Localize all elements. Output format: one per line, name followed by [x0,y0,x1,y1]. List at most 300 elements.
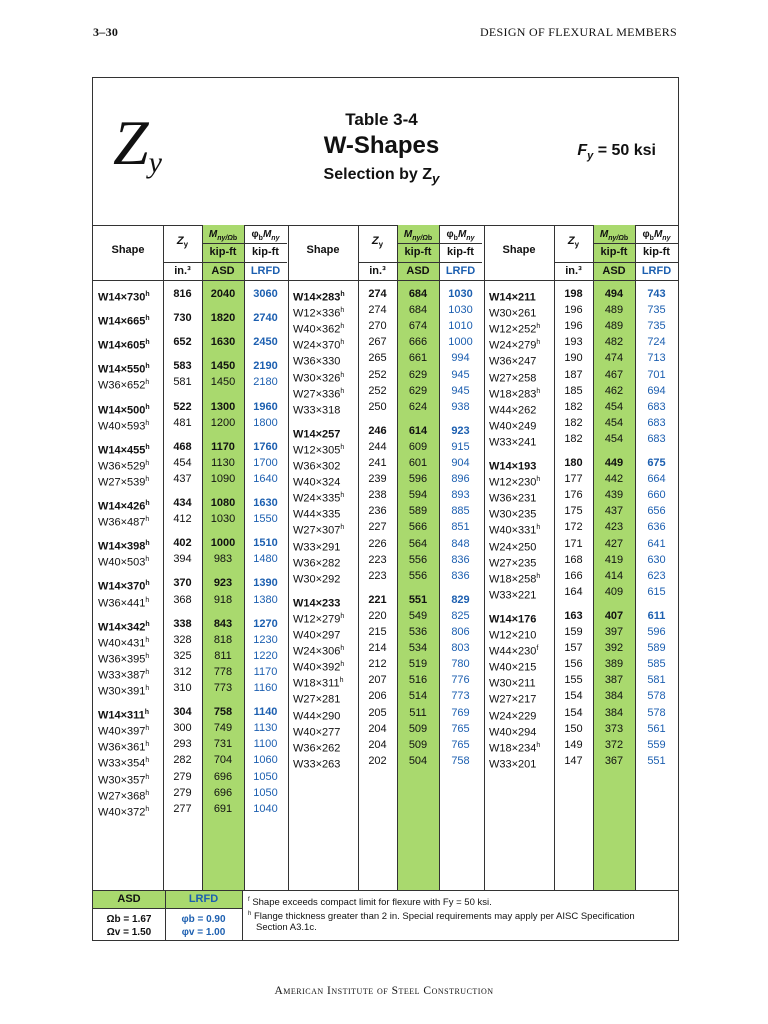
header-asd-units: kip-ft [600,246,628,258]
row-asd: 442 [604,473,624,486]
row-asd: 389 [604,658,624,671]
row-shape: W30×235 [489,508,537,521]
omega-b: Ωb = 1.67 [106,914,152,925]
row-shape: W27×281 [293,694,341,707]
group-divider [288,225,289,890]
header-zy-units: in.³ [174,265,191,277]
row-zy: 185 [564,384,583,397]
row-asd: 696 [213,786,233,799]
row-zy: 182 [564,432,583,445]
row-asd: 474 [604,352,624,365]
phi-v: φv = 1.00 [181,927,226,938]
row-asd: 1300 [210,400,236,413]
row-asd: 601 [408,457,428,469]
row-asd: 367 [604,754,624,767]
row-asd: 556 [408,569,428,582]
row-zy: 816 [173,288,192,300]
row-asd: 1200 [210,416,236,429]
row-shape: $W40\times 593^h$ [98,419,150,433]
row-lrfd: 923 [451,424,470,437]
row-lrfd: 2190 [253,360,278,373]
row-lrfd: 660 [647,489,666,502]
row-shape: W33×221 [489,589,537,602]
row-lrfd: 769 [451,706,470,719]
row-shape: $W44\times 230^f$ [489,645,539,658]
row-shape: $W40\times 331^h$ [489,524,541,538]
header-zy-units: in.³ [565,265,582,277]
row-shape: $W12\times 230^h$ [489,476,541,489]
row-zy: 368 [173,593,192,606]
row-shape: $W24\times 335^h$ [293,492,345,505]
row-asd: 629 [408,368,428,381]
header-lrfd-units: kip-ft [643,246,670,258]
row-shape: $W40\times 362^h$ [293,323,345,336]
row-lrfd: 848 [451,537,470,550]
row-asd: 467 [604,368,624,381]
row-lrfd: 1050 [253,786,278,799]
row-zy: 338 [173,617,192,630]
row-zy: 163 [564,609,583,622]
row-lrfd: 683 [647,416,666,429]
row-lrfd: 701 [647,368,666,381]
row-shape: W36×302 [293,460,341,473]
row-lrfd: 776 [451,674,470,687]
row-asd: 773 [213,682,233,694]
row-asd: 2040 [210,288,236,300]
row-asd: 918 [213,593,233,606]
row-lrfd: 896 [451,473,470,486]
row-zy: 215 [368,626,387,638]
row-zy: 300 [173,722,192,735]
row-lrfd: 1060 [253,754,278,767]
factors-asd-label: ASD [117,893,141,905]
row-shape: W44×262 [489,404,537,417]
row-asd: 449 [604,457,624,469]
row-zy: 328 [173,633,192,646]
row-zy: 202 [368,754,387,767]
row-shape: W33×318 [293,404,341,417]
row-zy: 172 [564,521,583,534]
row-lrfd: 904 [451,457,470,469]
row-lrfd: 683 [647,400,666,413]
row-lrfd: 1130 [253,722,278,735]
row-zy: 246 [368,424,387,437]
row-asd: 1170 [211,440,235,453]
row-shape: W36×247 [489,356,537,369]
row-zy: 304 [173,706,192,719]
row-asd: 624 [408,400,428,413]
row-lrfd: 829 [451,593,470,606]
row-zy: 190 [564,352,583,365]
row-zy: 226 [368,537,387,550]
header-bottom-rule [484,280,678,281]
row-asd: 818 [213,633,233,646]
factors-divider [242,890,243,940]
row-shape: $W14\times 605^h$ [98,339,150,352]
row-asd: 731 [213,738,233,751]
row-lrfd: 1040 [253,802,278,815]
row-shape: $W14\times 398^h$ [98,540,150,553]
row-lrfd: 3060 [253,288,278,300]
row-lrfd: 1230 [253,633,278,646]
header-top-rule [93,225,678,226]
header-lrfd-units: kip-ft [252,246,279,258]
row-shape: $W36\times 361^h$ [98,741,150,754]
row-asd: 594 [408,489,428,502]
row-lrfd: 1140 [253,706,278,719]
row-zy: 147 [564,754,583,767]
row-zy: 310 [173,682,192,694]
row-shape: $W27\times 368^h$ [98,789,150,803]
row-zy: 180 [564,457,583,469]
header-lrfd-units: kip-ft [447,246,474,258]
row-shape: W40×215 [489,661,537,674]
row-shape: $W14\times 730^h$ [98,291,150,304]
row-lrfd: 615 [647,585,666,598]
row-asd: 758 [213,706,233,719]
row-zy: 168 [564,553,583,566]
row-zy: 157 [564,642,583,655]
row-shape: $W18\times 234^h$ [489,741,541,755]
table-frame [92,77,679,941]
row-shape: W40×249 [489,420,537,433]
row-shape: W24×229 [489,710,537,723]
row-lrfd: 656 [647,505,666,518]
row-lrfd: 735 [647,304,666,317]
row-lrfd: 578 [647,690,666,703]
row-lrfd: 589 [647,642,666,655]
row-lrfd: 1630 [253,497,278,509]
row-lrfd: 938 [451,400,470,413]
row-asd: 551 [408,593,428,606]
row-asd: 519 [408,658,428,671]
row-asd: 427 [604,537,624,550]
row-shape: $W40\times 503^h$ [98,556,150,569]
row-lrfd: 1640 [253,472,278,485]
row-zy: 176 [564,489,583,502]
row-shape: $W18\times 311^h$ [293,677,344,690]
row-zy: 182 [564,416,583,429]
row-shape: $W14\times 500^h$ [98,403,150,417]
header-zy: $Z_y$ [567,235,580,250]
row-lrfd: 1700 [253,456,278,469]
row-lrfd: 765 [451,738,470,751]
row-asd: 696 [213,770,233,783]
row-shape: $W14\times 426^h$ [98,500,150,513]
header-zy-units: in.³ [369,265,386,277]
row-zy: 221 [368,593,387,606]
row-lrfd: 630 [647,553,666,566]
row-zy: 252 [368,384,387,397]
yield-strength: $F_y = 50$ ksi [577,142,656,163]
row-asd: 392 [604,642,624,655]
row-shape: $W14\times 311^h$ [98,709,150,722]
row-lrfd: 994 [451,352,470,365]
header-asd: ASD [211,265,235,277]
row-asd: 454 [604,416,624,429]
row-shape: $W33\times 387^h$ [98,668,150,682]
row-asd: 387 [604,674,624,687]
page-number: 3–30 [93,25,119,39]
row-asd: 704 [213,754,233,767]
row-asd: 494 [604,288,624,300]
row-shape: $W12\times 279^h$ [293,612,345,626]
row-lrfd: 561 [647,722,666,735]
row-asd: 373 [604,722,624,735]
header-sub-rule [163,262,287,263]
header-sub-rule [358,262,482,263]
phi-b: φb = 0.90 [181,914,226,925]
header-asd-units: kip-ft [209,246,237,258]
header-lrfd: LRFD [445,265,476,277]
row-zy: 193 [564,336,583,349]
row-shape: W36×330 [293,356,341,369]
row-asd: 614 [408,424,428,437]
row-lrfd: 1000 [448,336,473,349]
header-zy: $Z_y$ [371,235,384,250]
row-lrfd: 1800 [253,416,278,429]
row-zy: 279 [173,786,192,799]
row-shape: W33×263 [293,758,341,771]
row-shape: $W24\times 279^h$ [489,339,541,352]
row-shape: $W36\times 441^h$ [98,596,150,610]
row-shape: W14×176 [489,613,537,626]
row-asd: 397 [604,626,624,638]
row-zy: 159 [564,626,583,638]
row-zy: 207 [368,674,387,687]
row-lrfd: 2180 [253,376,278,389]
row-asd: 462 [604,384,624,397]
row-zy: 155 [564,674,583,687]
row-shape: W27×258 [489,372,537,385]
table-name: W-Shapes [323,132,440,159]
row-zy: 154 [564,706,583,719]
row-zy: 522 [173,400,192,413]
row-lrfd: 1220 [253,649,278,662]
row-lrfd: 1160 [253,682,278,694]
row-lrfd: 758 [451,754,470,767]
row-lrfd: 2740 [253,312,278,325]
row-lrfd: 2450 [253,336,278,349]
header-bottom-rule [288,280,484,281]
header-shape: Shape [306,244,340,256]
row-zy: 236 [368,505,387,518]
row-shape: W44×335 [293,508,341,521]
row-lrfd: 1960 [253,400,278,413]
row-shape: $W27\times 336^h$ [293,387,345,401]
row-shape: W33×291 [293,541,341,554]
row-asd: 749 [213,722,233,735]
row-shape: W36×282 [293,557,341,570]
row-asd: 1000 [210,537,236,550]
row-lrfd: 641 [647,537,666,550]
header-asd-moment: $M_{ny/\Omega b}$ [208,229,238,242]
row-shape: $W30\times 357^h$ [98,773,150,787]
row-asd: 509 [408,738,428,751]
row-lrfd: 806 [451,626,470,638]
row-asd: 843 [213,617,233,630]
row-asd: 407 [604,609,624,622]
row-shape: $W14\times 455^h$ [98,443,150,457]
header-lrfd: LRFD [250,265,281,277]
row-zy: 730 [173,312,192,325]
row-lrfd: 885 [451,505,470,518]
row-zy: 277 [173,802,192,815]
row-zy: 175 [564,505,583,518]
row-lrfd: 945 [451,368,470,381]
header-lrfd-moment: $\varphi_bM_{ny}$ [446,229,475,242]
row-shape: $W18\times 258^h$ [489,572,541,586]
row-zy: 454 [173,456,192,469]
row-lrfd: 836 [451,569,470,582]
row-shape: W36×262 [293,742,341,755]
row-asd: 511 [409,706,427,719]
row-shape: $W40\times 397^h$ [98,725,150,738]
group-divider [484,225,485,890]
header-sub-rule [554,262,678,263]
row-zy: 154 [564,690,583,703]
row-shape: W40×294 [489,726,537,739]
row-shape: $W30\times 326^h$ [293,371,345,385]
row-shape: W14×193 [489,460,537,473]
row-zy: 241 [368,457,387,469]
row-asd: 409 [604,585,624,598]
row-asd: 454 [604,432,624,445]
row-shape: $W40\times 431^h$ [98,636,150,650]
row-lrfd: 1010 [448,320,473,333]
row-asd: 423 [604,521,624,534]
header-lrfd-moment: $\varphi_bM_{ny}$ [251,229,280,242]
header-shape: Shape [111,244,145,256]
row-asd: 596 [408,473,428,486]
row-asd: 811 [214,649,232,662]
row-shape: W14×211 [489,291,536,304]
row-lrfd: 803 [451,642,470,655]
row-shape: $W14\times 283^h$ [293,291,345,304]
row-asd: 534 [408,642,428,655]
row-lrfd: 713 [647,352,666,365]
row-lrfd: 596 [647,626,666,638]
row-zy: 149 [564,738,583,751]
header-bottom-rule [93,280,288,281]
table-subtitle: Selection by $Z_y$ [323,166,440,187]
row-shape: W36×231 [489,492,537,505]
row-asd: 684 [408,304,428,317]
row-lrfd: 836 [451,553,470,566]
row-shape: W40×324 [293,476,341,489]
row-lrfd: 825 [451,609,470,622]
row-zy: 187 [564,368,583,381]
row-lrfd: 683 [647,432,666,445]
row-zy: 244 [368,440,387,453]
row-shape: W33×201 [489,758,537,771]
row-zy: 166 [564,569,583,582]
row-asd: 437 [604,505,624,518]
row-lrfd: 765 [451,722,470,735]
row-asd: 1090 [210,472,236,485]
row-asd: 666 [408,336,428,349]
row-lrfd: 915 [451,440,470,453]
header-lrfd-moment: $\varphi_bM_{ny}$ [642,229,671,242]
row-zy: 402 [173,537,192,550]
row-shape: $W40\times 372^h$ [98,805,150,819]
row-shape: $W30\times 391^h$ [98,685,150,698]
row-zy: 238 [368,489,387,502]
row-zy: 206 [368,690,387,703]
row-zy: 156 [564,658,583,671]
header-shape: Shape [502,244,536,256]
row-zy: 177 [564,473,583,486]
row-shape: $W24\times 370^h$ [293,339,345,352]
row-lrfd: 1170 [253,665,278,678]
row-zy: 204 [368,722,387,735]
row-shape: W30×292 [293,573,341,586]
row-shape: $W14\times 665^h$ [98,315,150,328]
row-shape: $W36\times 529^h$ [98,459,150,473]
row-asd: 661 [408,352,428,365]
row-lrfd: 1100 [253,738,278,751]
row-asd: 509 [408,722,428,735]
row-lrfd: 893 [451,489,470,502]
row-lrfd: 1050 [253,770,278,783]
row-asd: 923 [213,577,233,590]
factors-rule [93,908,242,909]
row-zy: 581 [173,376,192,389]
row-shape: $W14\times 342^h$ [98,620,150,634]
row-shape: $W18\times 283^h$ [489,387,541,401]
row-lrfd: 735 [647,320,666,333]
row-lrfd: 585 [647,658,666,671]
row-asd: 1820 [210,312,236,325]
row-asd: 372 [604,738,624,751]
row-zy: 223 [368,569,387,582]
footnote-f: $^f$ Shape exceeds compact limit for flexure with Fy = 50 ksi. [248,897,492,909]
row-lrfd: 578 [647,706,666,719]
row-zy: 204 [368,738,387,751]
row-zy: 468 [173,440,192,453]
row-asd: 778 [213,665,233,678]
row-lrfd: 945 [451,384,470,397]
row-asd: 504 [408,754,428,767]
row-zy: 223 [368,553,387,566]
row-zy: 437 [173,472,192,485]
row-zy: 434 [173,497,192,509]
row-zy: 282 [173,754,192,767]
row-asd: 414 [604,569,624,582]
row-lrfd: 780 [451,658,470,671]
row-asd: 609 [408,440,428,453]
row-shape: W27×235 [489,557,537,570]
row-lrfd: 743 [647,288,666,300]
row-zy: 227 [368,521,387,534]
row-shape: $W14\times 370^h$ [98,580,150,594]
row-lrfd: 551 [647,754,666,767]
header-asd: ASD [406,265,430,277]
row-asd: 629 [408,384,428,397]
row-asd: 1450 [210,376,236,389]
row-zy: 164 [564,585,583,598]
row-asd: 684 [408,288,428,300]
row-asd: 536 [408,626,428,638]
row-lrfd: 675 [647,457,666,469]
row-zy: 481 [173,416,192,429]
row-shape: W30×211 [489,677,536,690]
row-zy: 370 [173,577,192,590]
row-shape: W30×261 [489,307,537,320]
row-lrfd: 636 [647,521,666,534]
row-lrfd: 1550 [253,513,278,526]
row-shape: $W27\times 539^h$ [98,475,150,489]
